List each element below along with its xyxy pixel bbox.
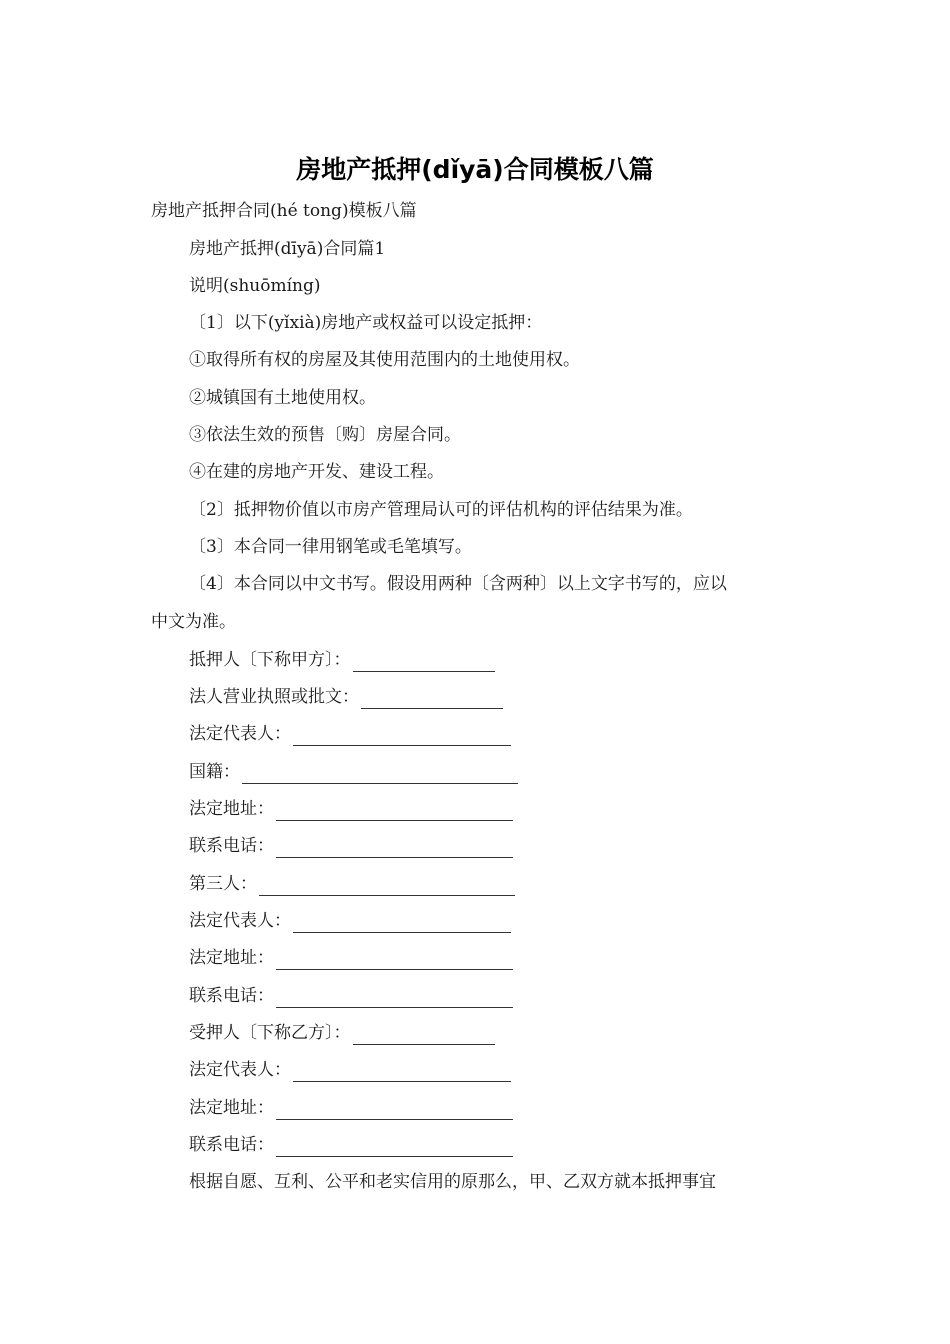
fill-in-blank[interactable]	[276, 1101, 513, 1120]
fill-in-blank[interactable]	[276, 1138, 513, 1157]
instruction-2: 〔2〕抵押物价值以市房产管理局认可的评估机构的评估结果为准。	[189, 500, 693, 520]
closing-paragraph: 根据自愿、互利、公平和老实信用的原那么，甲、乙双方就本抵押事宜	[189, 1172, 716, 1192]
field-label: 法定地址：	[189, 799, 274, 819]
form-field	[189, 1096, 513, 1120]
field-label: 法定地址：	[189, 1098, 274, 1118]
form-field	[189, 946, 513, 970]
fill-in-blank[interactable]	[293, 914, 511, 933]
form-field	[189, 1058, 511, 1082]
form-field	[189, 834, 513, 858]
document-title: 房地产抵押(dǐyā)合同模板八篇	[296, 155, 654, 184]
field-label: 抵押人〔下称甲方〕：	[189, 650, 351, 670]
field-label: 法定代表人：	[189, 724, 291, 744]
form-field	[189, 984, 513, 1008]
field-label: 法定代表人：	[189, 911, 291, 931]
field-label: 法人营业执照或批文：	[189, 687, 359, 707]
fill-in-blank[interactable]	[276, 839, 513, 858]
section-heading: 房地产抵押(dīyā)合同篇1	[189, 239, 386, 259]
form-field	[189, 872, 515, 896]
field-label: 联系电话：	[189, 836, 274, 856]
form-field	[189, 1021, 495, 1045]
instruction-3: 〔3〕本合同一律用钢笔或毛笔填写。	[189, 537, 472, 557]
list-item: ③依法生效的预售〔购〕房屋合同。	[189, 425, 461, 445]
fill-in-blank[interactable]	[361, 690, 503, 709]
list-item: ④在建的房地产开发、建设工程。	[189, 462, 444, 482]
field-label: 联系电话：	[189, 986, 274, 1006]
field-label: 第三人：	[189, 874, 257, 894]
instructions-heading: 说明(shuōmíng)	[189, 276, 321, 296]
field-label: 国籍：	[189, 762, 240, 782]
form-field	[189, 722, 511, 746]
field-label: 受押人〔下称乙方〕：	[189, 1023, 351, 1043]
form-field	[189, 797, 513, 821]
fill-in-blank[interactable]	[242, 765, 518, 784]
list-item: ②城镇国有土地使用权。	[189, 388, 376, 408]
field-label: 法定地址：	[189, 948, 274, 968]
fill-in-blank[interactable]	[276, 989, 513, 1008]
fill-in-blank[interactable]	[293, 727, 511, 746]
fill-in-blank[interactable]	[276, 802, 513, 821]
fill-in-blank[interactable]	[353, 1026, 495, 1045]
form-field	[189, 1133, 513, 1157]
fill-in-blank[interactable]	[259, 877, 515, 896]
instruction-4: 〔4〕本合同以中文书写。假设用两种〔含两种〕以上文字书写的，应以	[189, 574, 727, 594]
fill-in-blank[interactable]	[276, 951, 513, 970]
field-label: 法定代表人：	[189, 1060, 291, 1080]
instruction-1: 〔1〕以下(yǐxià)房地产或权益可以设定抵押：	[189, 313, 543, 333]
instruction-4-continued: 中文为准。	[151, 612, 236, 632]
fill-in-blank[interactable]	[293, 1063, 511, 1082]
form-field	[189, 760, 518, 784]
document-subtitle: 房地产抵押合同(hé tong)模板八篇	[151, 201, 417, 221]
fill-in-blank[interactable]	[353, 653, 495, 672]
form-field	[189, 648, 495, 672]
field-label: 联系电话：	[189, 1135, 274, 1155]
form-field	[189, 685, 503, 709]
list-item: ①取得所有权的房屋及其使用范围内的土地使用权。	[189, 350, 580, 370]
form-field	[189, 909, 511, 933]
